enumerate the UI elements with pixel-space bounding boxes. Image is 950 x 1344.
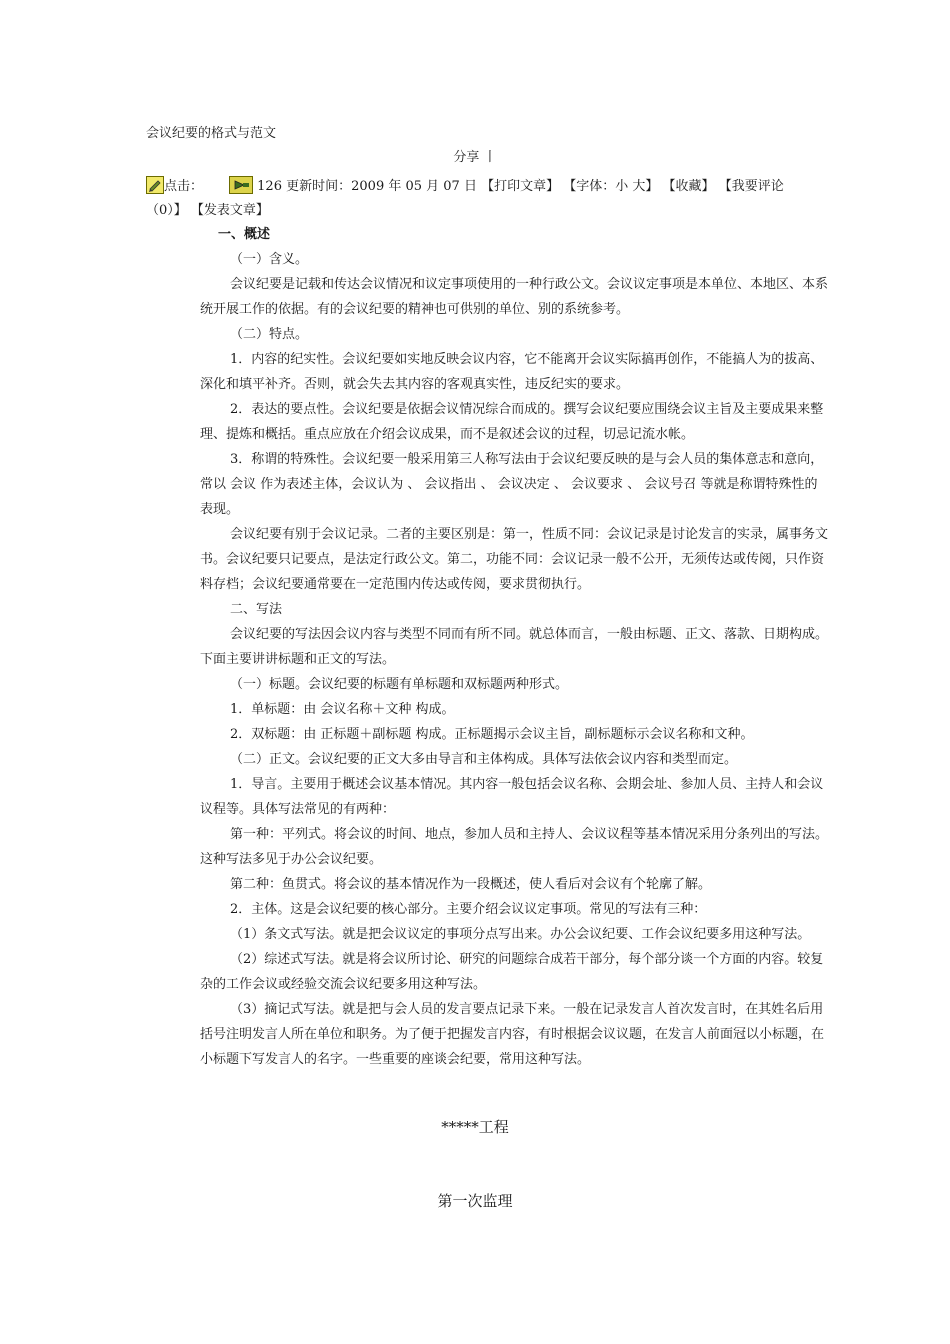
supervision-heading: 第一次监理: [437, 1192, 513, 1210]
share-link[interactable]: 分享 丨: [453, 150, 497, 165]
article-meta: [146, 175, 816, 223]
paragraph: 会议纪要有别于会议记录。二者的主要区别是：第一，性质不同：会议记录是讨论发言的实录，属事务文书。会议纪要只记要点，是法定行政公文。第二，功能不同：会议记录一般不公开，无须传达或传阅，只作资料存档；会议纪要通常要在一定范围内传达或传阅，要求贯彻执行。: [200, 527, 829, 592]
paragraph: 会议纪要的写法因会议内容与类型不同而有所不同。就总体而言，一般由标题、正文、落款、日期构成。下面主要讲讲标题和正文的写法。: [200, 627, 829, 667]
paragraph: （2）综述式写法。就是将会议所讨论、研究的问题综合成若干部分，每个部分谈一个方面的内容。较复杂的工作会议或经验交流会议纪要多用这种写法。: [200, 952, 824, 992]
paragraph: 3．称谓的特殊性。会议纪要一般采用第三人称写法由于会议纪要反映的是与会人员的集体意志和意向，常以 会议 作为表述主体，会议认为 、 会议指出 、 会议决定 、 会议要求 、 会议号召 等就是称谓特殊性的表现。: [200, 452, 824, 517]
paragraph: 1．单标题：由 会议名称＋文种 构成。: [230, 702, 455, 717]
paragraph: 会议纪要是记载和传达会议情况和议定事项使用的一种行政公文。会议议定事项是本单位、本地区、本系统开展工作的依据。有的会议纪要的精神也可供别的单位、别的系统参考。: [200, 277, 829, 317]
paragraph: （二）正文。会议纪要的正文大多由导言和主体构成。具体写法依会议内容和类型而定。: [230, 752, 738, 767]
paragraph: 2．主体。这是会议纪要的核心部分。主要介绍会议议定事项。常见的写法有三种：: [230, 902, 707, 917]
paragraph: 1．导言。主要用于概述会议基本情况。其内容一般包括会议名称、会期会址、参加人员、主持人和会议议程等。具体写法常见的有两种：: [200, 777, 824, 817]
paragraph: （1）条文式写法。就是把会议议定的事项分点写出来。办公会议纪要、工作会议纪要多用这种写法。: [230, 927, 811, 942]
section-heading-writing: 二、写法: [230, 602, 283, 617]
font-size-control[interactable]: 【字体：小 大】: [563, 179, 659, 194]
subheading-features: （二）特点。: [230, 327, 309, 342]
paragraph: 1．内容的纪实性。会议纪要如实地反映会议内容，它不能离开会议实际搞再创作，不能搞人为的拔高、深化和填平补齐。否则，就会失去其内容的客观真实性，违反纪实的要求。: [200, 352, 824, 392]
clicks-label: 点击：: [164, 179, 204, 194]
print-article-link[interactable]: 【打印文章】: [481, 179, 560, 194]
edit-icon: [146, 176, 164, 194]
hand-pointer-icon: [229, 176, 253, 194]
paragraph: 第二种：鱼贯式。将会议的基本情况作为一段概述，使人看后对会议有个轮廓了解。: [230, 877, 712, 892]
clicks-value: 126: [257, 179, 282, 194]
paragraph: （一）标题。会议纪要的标题有单标题和双标题两种形式。: [230, 677, 569, 692]
project-heading: *****工程: [441, 1118, 509, 1136]
section-heading-overview: 一、概述: [218, 227, 271, 242]
paragraph: （3）摘记式写法。就是把与会人员的发言要点记录下来。一般在记录发言人首次发言时，在其姓名后用括号注明发言人所在单位和职务。为了便于把握发言内容，有时根据会议议题，在发言人前面冠以小标题，在小标题下写发言人的名字。一些重要的座谈会纪要，常用这种写法。: [200, 1002, 825, 1067]
paragraph: 2．表达的要点性。会议纪要是依据会议情况综合而成的。撰写会议纪要应围绕会议主旨及主要成果来整理、提炼和概括。重点应放在介绍会议成果，而不是叙述会议的过程，切忌记流水帐。: [200, 402, 824, 442]
comment-link[interactable]: 【我要评论（0）】: [146, 179, 784, 218]
subheading-meaning: （一）含义。: [230, 252, 309, 267]
article-body: [200, 222, 828, 1072]
document-title: 会议纪要的格式与范文: [146, 126, 277, 141]
paragraph: 第一种：平列式。将会议的时间、地点，参加人员和主持人、会议议程等基本情况采用分条列出的写法。这种写法多见于办公会议纪要。: [200, 827, 829, 867]
paragraph: 2．双标题：由 正标题＋副标题 构成。正标题揭示会议主旨，副标题标示会议名称和文种。: [230, 727, 754, 742]
update-time: 更新时间：2009 年 05 月 07 日: [286, 179, 477, 194]
favorite-link[interactable]: 【收藏】: [662, 179, 715, 194]
post-article-link[interactable]: 【发表文章】: [190, 203, 269, 218]
